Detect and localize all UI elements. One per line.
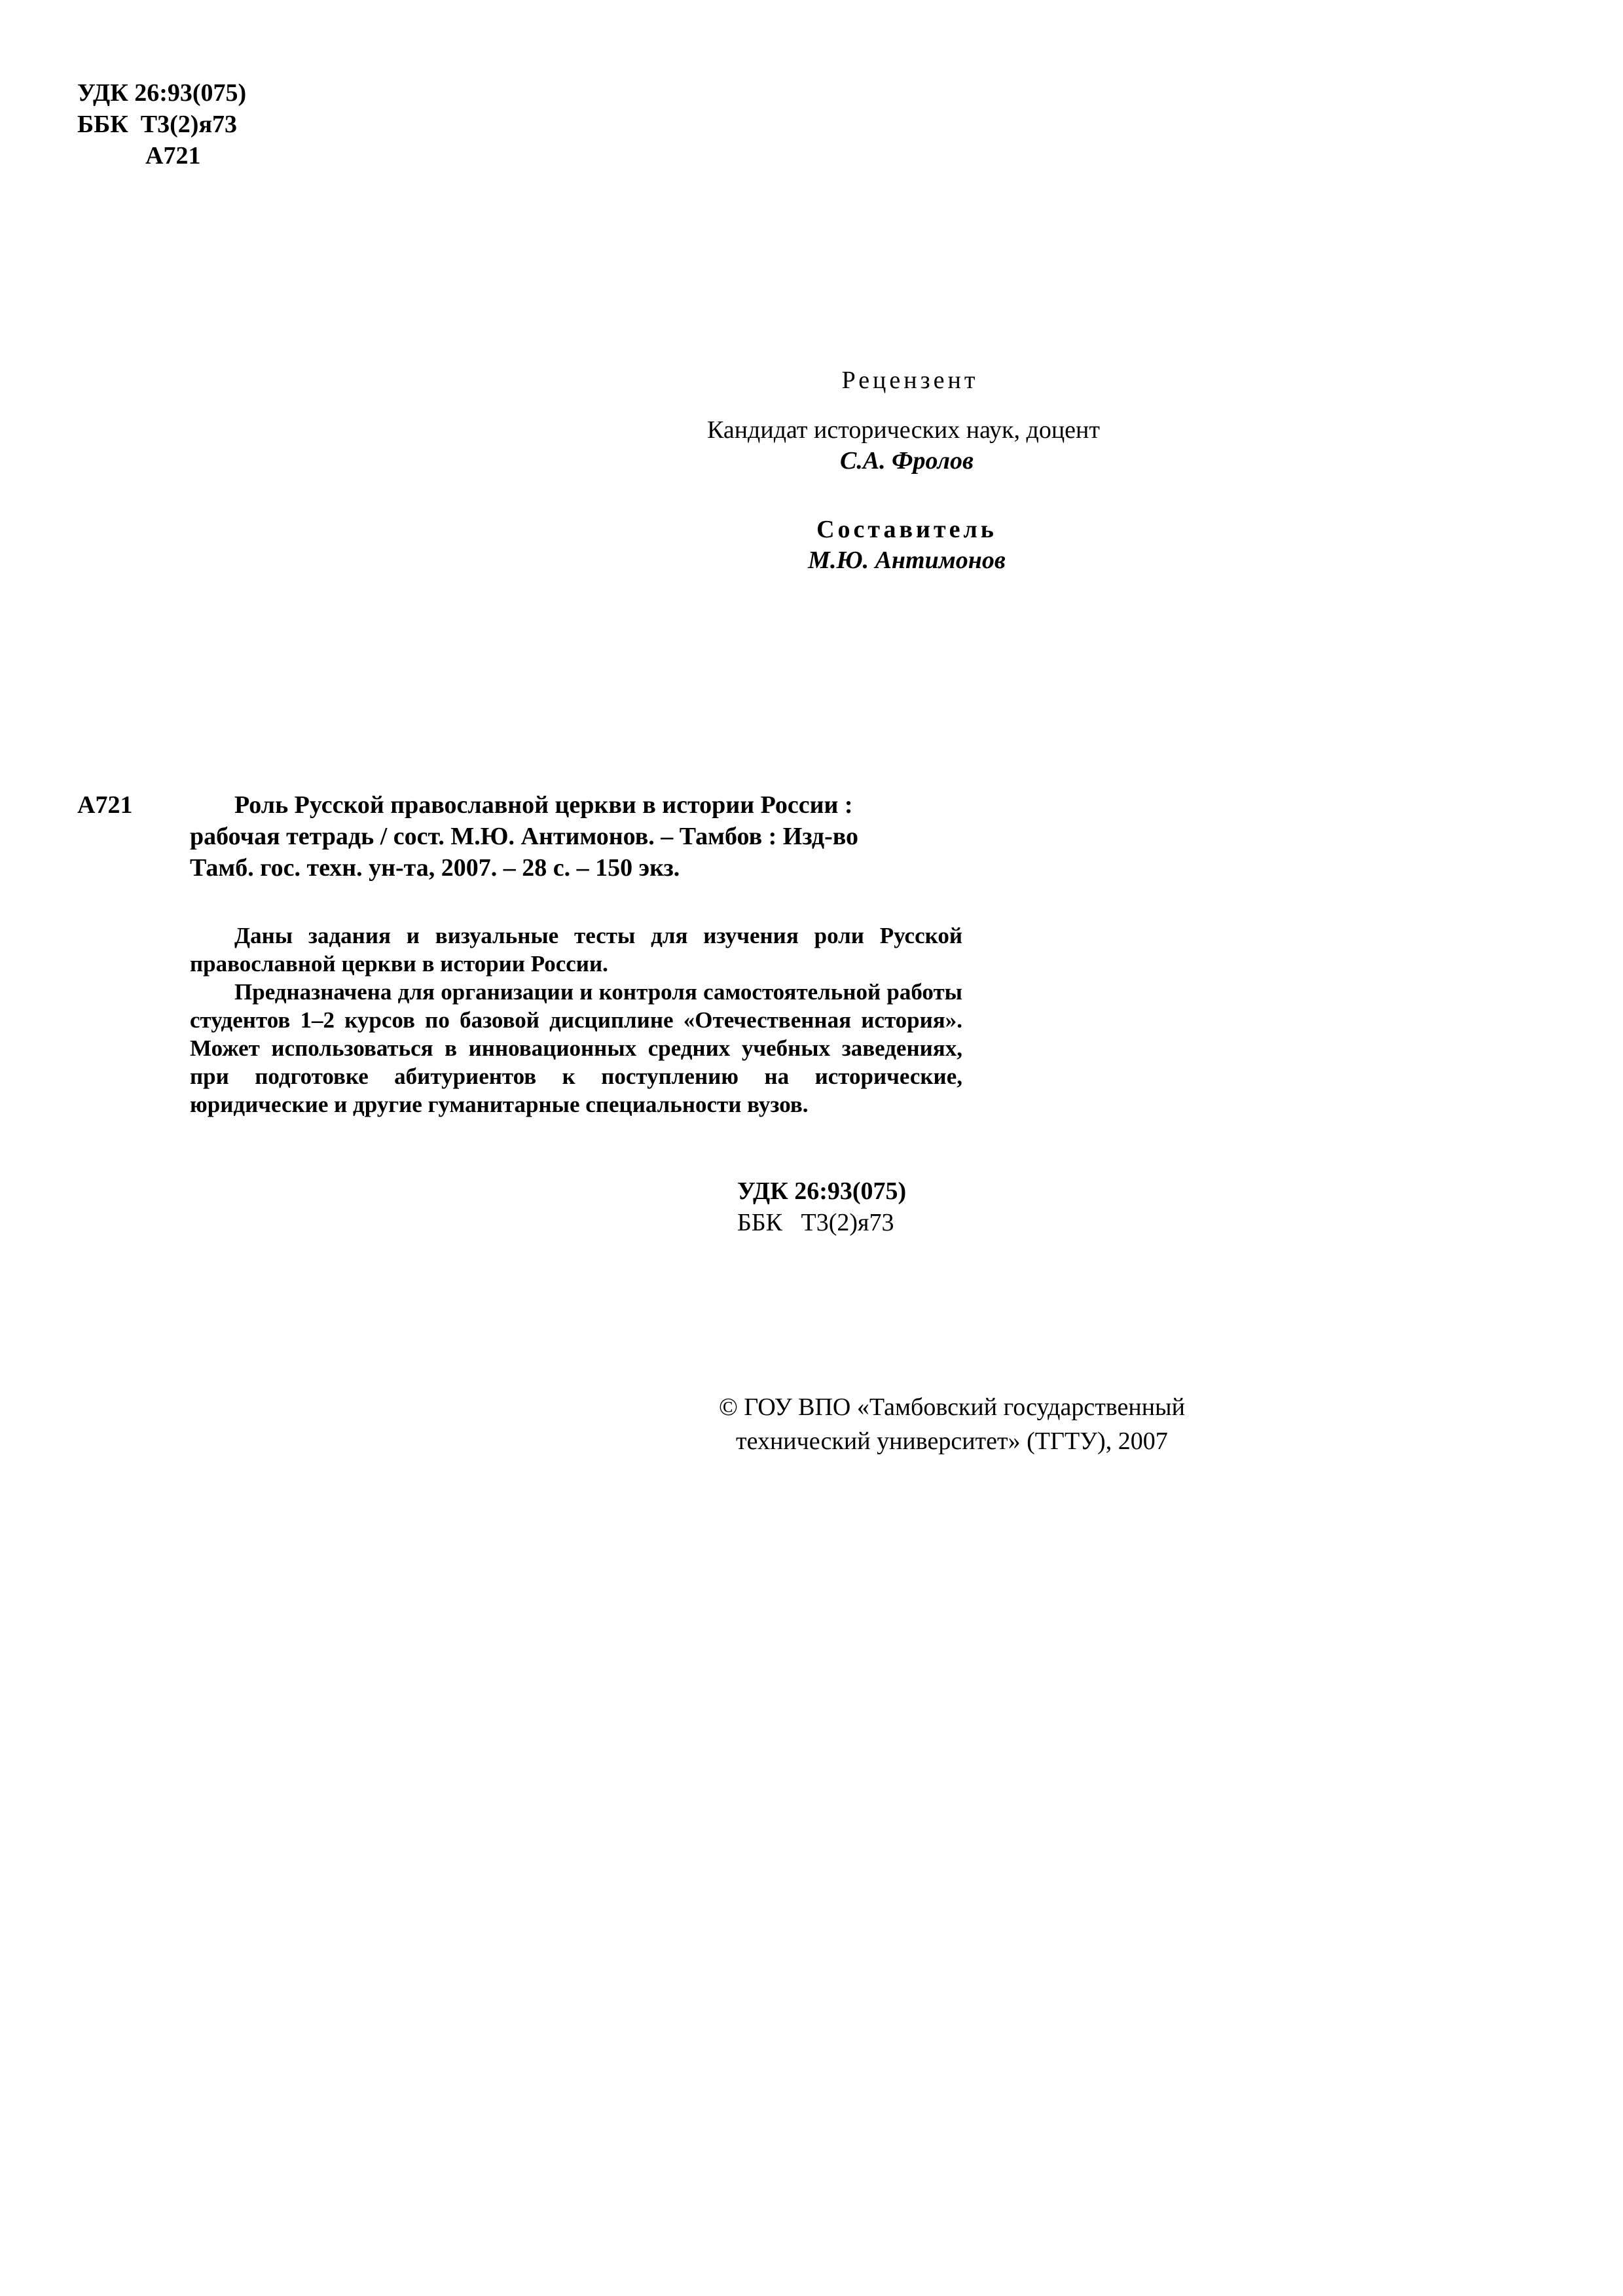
- udk-code: УДК 26:93(075): [77, 79, 247, 107]
- credits-block: [511, 365, 1296, 575]
- reviewer-heading: Рецензент: [841, 367, 979, 394]
- udk-code: УДК 26:93(075): [737, 1177, 907, 1205]
- compiler-heading: Составитель: [816, 516, 997, 543]
- classification-codes: [77, 77, 246, 171]
- record-line: Роль Русской православной церкви в истории России :: [234, 791, 853, 819]
- annotation-paragraph: Предназначена для организации и контроля самостоятельной работы студентов 1–2 курсов по базовой дисциплине «Отечественная история». Может использоваться в инновационных средних учебных заведениях, при подготовке абитуриентов к поступлению на исторические, юридические и другие гуманитарные специальности вузов.: [190, 979, 962, 1117]
- bbk-code: ББК Т3(2)я73: [77, 111, 238, 138]
- copyright-line: технический университет» (ТГТУ), 2007: [736, 1427, 1168, 1455]
- annotation-paragraph: Даны задания и визуальные тесты для изучения роли Русской православной церкви в истории России.: [190, 923, 962, 977]
- author-mark: А721: [145, 142, 201, 170]
- record-line: Тамб. гос. техн. ун-та, 2007. – 28 с. – 150 экз.: [190, 854, 680, 882]
- record-author-mark: А721: [77, 791, 133, 819]
- bibliographic-record: [190, 789, 962, 884]
- reviewer-name: С.А. Фролов: [839, 447, 974, 475]
- bottom-classification-codes: [737, 1175, 906, 1238]
- reviewer-description: Кандидат исторических наук, доцент: [707, 416, 1100, 444]
- bbk-code: ББК Т3(2)я73: [737, 1209, 894, 1236]
- copyright-line: © ГОУ ВПО «Тамбовский государственный: [719, 1393, 1185, 1421]
- annotation: [190, 922, 962, 1119]
- record-line: рабочая тетрадь / сост. М.Ю. Антимонов. – Тамбов : Изд-во: [190, 823, 859, 850]
- copyright-notice: [719, 1390, 1374, 1458]
- compiler-name: М.Ю. Антимонов: [808, 547, 1006, 574]
